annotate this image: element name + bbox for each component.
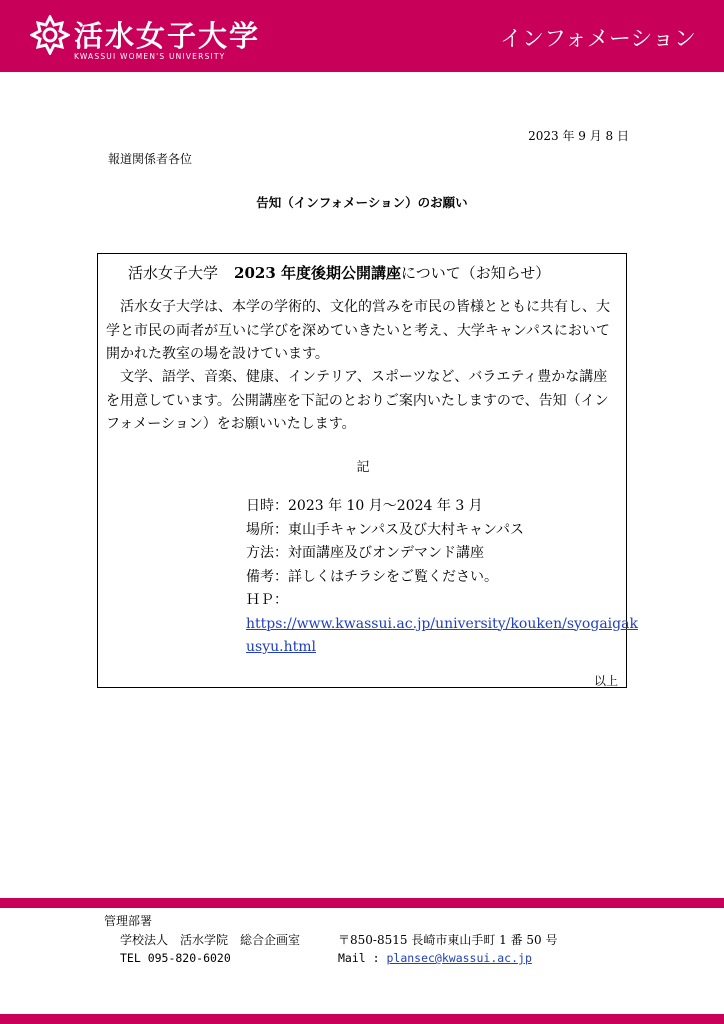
hp-link-continued[interactable]: usyu.html — [246, 639, 316, 655]
notice-paragraph-1 — [106, 296, 621, 367]
hp-label: ＨＰ： — [246, 592, 288, 608]
footer-contact — [104, 912, 624, 968]
closing-mark: 以上 — [593, 674, 618, 688]
detail-value: 2023 年 10 月～2024 年 3 月 — [288, 498, 483, 514]
hp-link-line-1[interactable] — [246, 613, 638, 637]
document-date: 2023 年 9 月 8 日 — [528, 129, 629, 143]
notice-org: 活水女子大学 — [128, 264, 219, 282]
hp-link[interactable]: https://www.kwassui.ac.jp/university/kouken/syogaigak — [246, 615, 638, 632]
department-name: 学校法人 活水学院 総合企画室 — [120, 932, 301, 947]
footer-divider-bottom — [0, 1014, 724, 1024]
notice-heading-rest: について（お知らせ） — [401, 264, 551, 282]
document-title: 告知（インフォメーション）のお願い — [256, 195, 468, 210]
footer-divider-top — [0, 898, 724, 908]
detail-row-place — [246, 519, 638, 543]
detail-label: 場所： — [246, 521, 288, 538]
header-label: インフォメーション — [499, 27, 696, 52]
hp-link-line-2[interactable] — [246, 636, 638, 660]
telephone: TEL 095-820-6020 — [120, 951, 231, 965]
notice-paragraph-2 — [106, 366, 621, 437]
detail-row-method — [246, 542, 638, 566]
header-banner — [0, 0, 724, 72]
address: 〒850-8515 長崎市東山手町 1 番 50 号 — [338, 932, 558, 947]
footer-row-1 — [104, 931, 624, 950]
footer-row-2 — [104, 949, 624, 968]
detail-row-hp — [246, 589, 638, 613]
university-logo-text: 活水女子大学 — [74, 19, 261, 53]
dept-label: 管理部署 — [104, 914, 153, 928]
detail-label: 方法： — [246, 545, 288, 561]
detail-label: 備考： — [246, 568, 288, 585]
paragraph-1-text: 活水女子大学は、本学の学術的、文化的営みを市民の皆様とともに共有し、大学と市民の両者が互いに学びを深めていきたいと考え、大学キャンパスにおいて開かれた教室の場を設けています。 — [106, 299, 610, 362]
detail-row-notes — [246, 566, 638, 590]
university-logo-subtext: KWASSUI WOMEN'S UNIVERSITY — [74, 52, 226, 61]
recipient: 報道関係者各位 — [108, 152, 193, 166]
detail-label: 日時： — [246, 498, 288, 514]
notice-heading — [128, 262, 550, 283]
detail-value: 対面講座及びオンデマンド講座 — [288, 545, 484, 561]
ki-marker: 記 — [356, 460, 370, 475]
university-crest-icon — [30, 15, 70, 55]
mail-row — [338, 949, 532, 968]
mail-label: Mail : — [338, 951, 387, 965]
detail-row-date — [246, 495, 638, 519]
paragraph-2-text: 文学、語学、音楽、健康、インテリア、スポーツなど、バラエティ豊かな講座を用意しています。公開講座を下記のとおりご案内いたしますので、告知（インフォメーション）をお願いいたします。 — [106, 369, 609, 432]
notice-box — [97, 253, 638, 688]
detail-value: 東山手キャンパス及び大村キャンパス — [288, 521, 525, 538]
details-list — [246, 495, 638, 660]
notice-heading-bold: 2023 年度後期公開講座 — [234, 264, 401, 282]
mail-link[interactable]: plansec@kwassui.ac.jp — [386, 951, 532, 965]
detail-value: 詳しくはチラシをご覧ください。 — [288, 568, 498, 585]
